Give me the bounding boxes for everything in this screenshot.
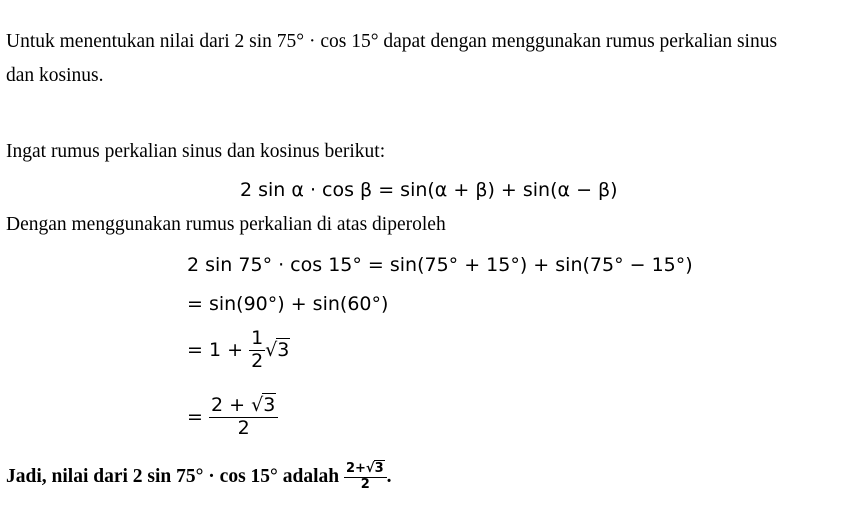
intro-line-2: dan kosinus. — [6, 65, 104, 86]
conclusion-numerator-prefix: 2+ — [345, 461, 366, 476]
intro-expression: 2 sin 75° · cos 15° — [234, 31, 379, 52]
one-half-fraction — [249, 328, 265, 373]
conclusion-denominator: 2 — [360, 476, 370, 492]
step4-equals: = — [187, 405, 203, 428]
conclusion-prefix: Jadi, nilai dari — [6, 465, 128, 487]
result-radicand: 3 — [263, 394, 276, 416]
sqrt-three: √3 — [265, 338, 290, 361]
derivation-step-4 — [187, 395, 278, 440]
formula-lhs: 2 sin α · cos β — [240, 179, 373, 201]
result-denominator: 2 — [237, 416, 250, 439]
step3-prefix: = 1 + — [187, 338, 244, 361]
result-numerator-prefix: 2 + — [210, 394, 246, 416]
fraction-denominator: 2 — [251, 349, 264, 372]
conclusion — [6, 462, 392, 493]
conclusion-numerator — [344, 462, 387, 478]
result-numerator — [209, 395, 278, 418]
conclusion-end: . — [386, 465, 392, 487]
derivation-step-3 — [187, 328, 290, 373]
intro-suffix: dapat dengan menggunakan rumus perkalian sinus — [383, 31, 778, 52]
intro-line-1 — [6, 30, 777, 54]
conclusion-fraction — [344, 462, 387, 493]
conclusion-radicand: 3 — [374, 461, 384, 476]
formula-rhs: = sin(α + β) + sin(α − β) — [378, 179, 618, 201]
intro-prefix: Untuk menentukan nilai dari — [6, 31, 230, 52]
conclusion-sqrt: √3 — [365, 461, 384, 476]
derivation-step-2: = sin(90°) + sin(60°) — [187, 293, 389, 315]
derivation-text: Dengan menggunakan rumus perkalian di atas diperoleh — [6, 214, 446, 235]
result-fraction — [209, 395, 278, 440]
recall-text: Ingat rumus perkalian sinus dan kosinus berikut: — [6, 141, 386, 162]
derivation-step-1: 2 sin 75° · cos 15° = sin(75° + 15°) + sin(75° − 15°) — [187, 254, 693, 276]
conclusion-expression: 2 sin 75° · cos 15° — [132, 465, 278, 487]
conclusion-middle: adalah — [282, 465, 340, 487]
result-sqrt: √3 — [251, 394, 276, 416]
fraction-numerator: 1 — [251, 327, 264, 349]
product-formula — [240, 178, 618, 202]
radicand: 3 — [277, 338, 290, 361]
